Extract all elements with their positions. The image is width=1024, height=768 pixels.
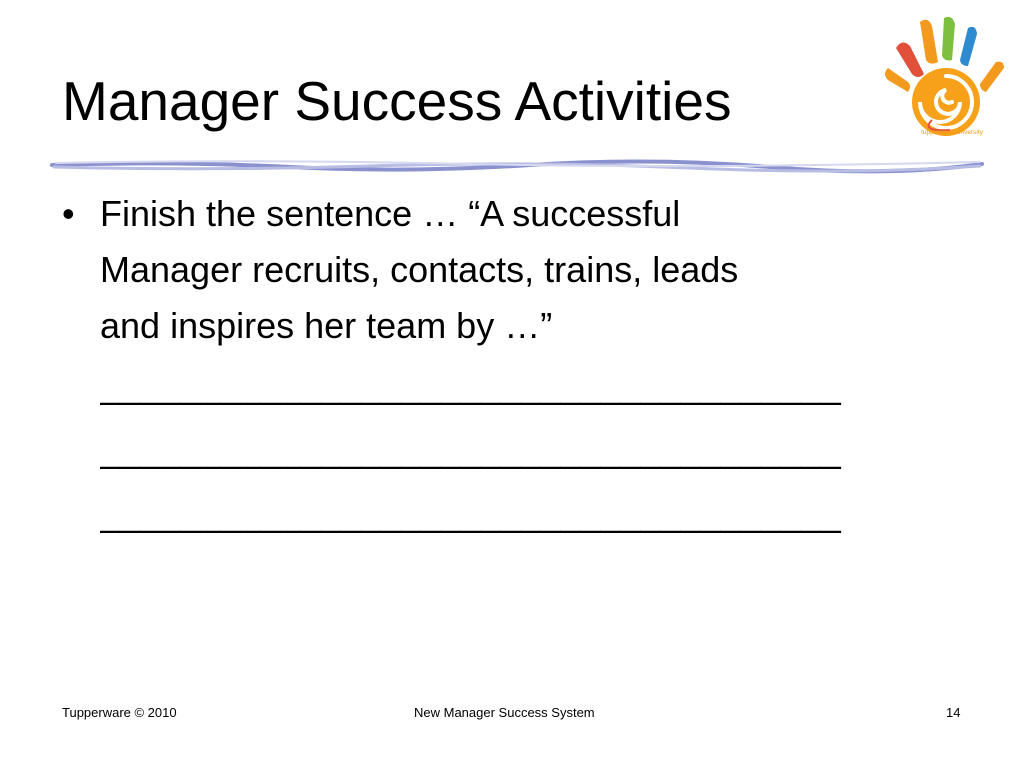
bullet-text-line: and inspires her team by …” — [100, 305, 553, 346]
blue-line-divider — [50, 157, 985, 177]
slide-number: 14 — [946, 705, 961, 720]
bullet-item — [100, 186, 980, 546]
logo-caption: tupperware university — [921, 129, 983, 136]
slide-title: Manager Success Activities — [62, 70, 732, 132]
tupperware-hand-logo-icon — [880, 12, 1010, 144]
fill-in-blank-line: _____________________________________ — [100, 429, 841, 470]
fill-in-blank-line: _____________________________________ — [100, 493, 841, 534]
bullet-text-line: Finish the sentence … “A successful — [100, 193, 681, 234]
bullet-marker: • — [62, 193, 75, 234]
footer-copyright: Tupperware © 2010 — [62, 705, 177, 720]
bullet-text-line: Manager recruits, contacts, trains, leads — [100, 249, 739, 290]
footer-presentation-title: New Manager Success System — [414, 705, 595, 720]
fill-in-blank-line: _____________________________________ — [100, 365, 841, 406]
